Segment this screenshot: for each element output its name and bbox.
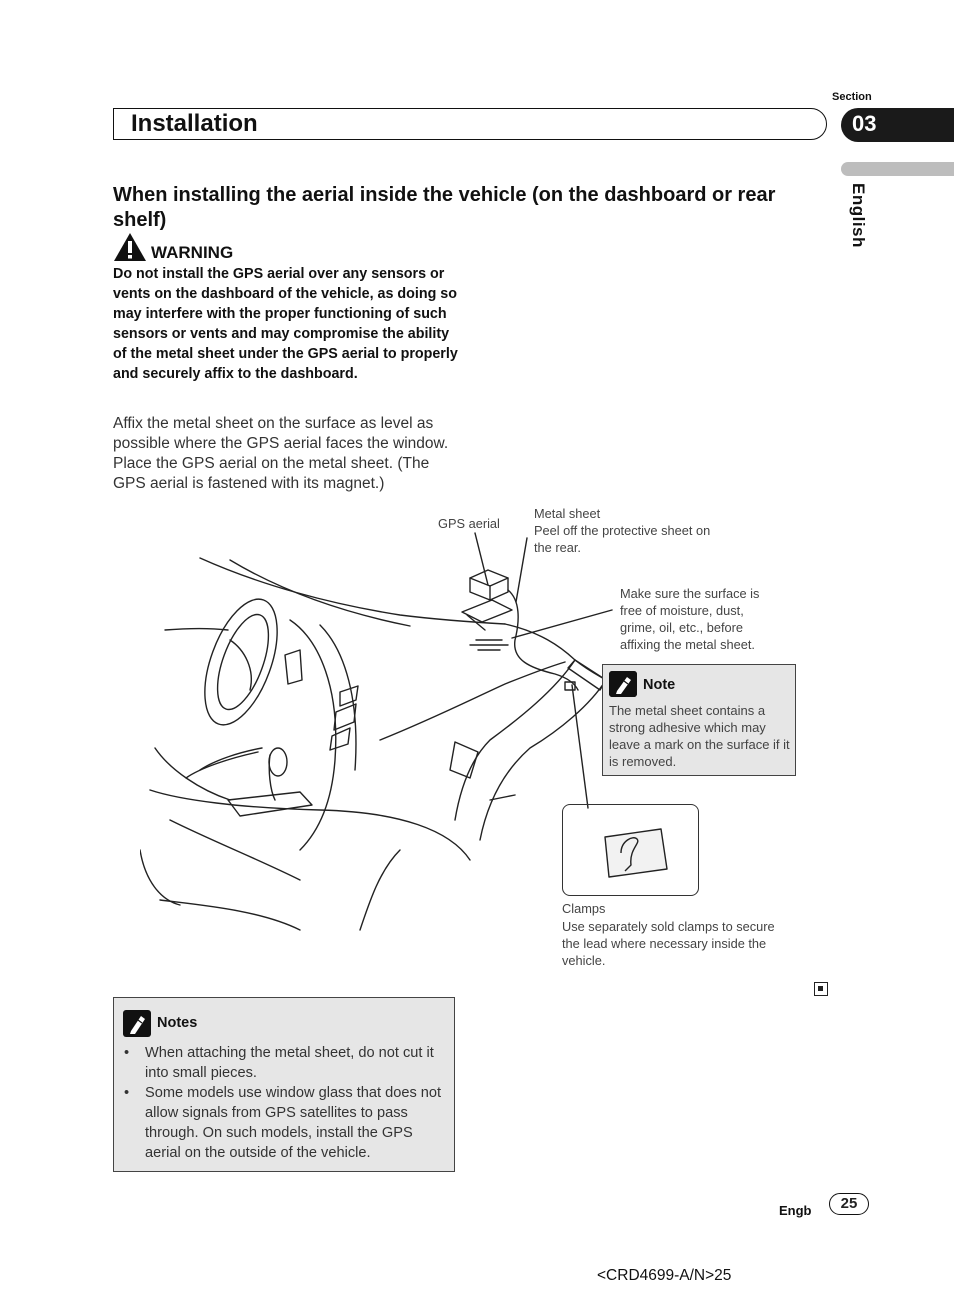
section-end-mark <box>814 982 828 996</box>
note-title: Note <box>643 677 676 693</box>
section-label: Section <box>832 91 872 103</box>
language-code: Engb <box>779 1203 812 1218</box>
note-pencil-icon <box>609 671 637 697</box>
surface-caption: Make sure the surface is free of moisture, dust, grime, oil, etc., before affixing the metal sheet. <box>620 586 760 652</box>
notes-list-item: • When attaching the metal sheet, do not cut it into small pieces. <box>122 1043 447 1083</box>
section-number: 03 <box>852 111 877 136</box>
note-text: The metal sheet contains a strong adhesive which may leave a mark on the surface if it is removed. <box>609 703 790 769</box>
note-box <box>602 664 796 776</box>
notes-list <box>122 1043 447 1163</box>
metal-sheet-caption: Metal sheet <box>534 506 601 521</box>
clamp-callout <box>562 804 699 896</box>
language-label: English <box>849 183 868 248</box>
warning-label: WARNING <box>151 243 234 262</box>
section-heading: When installing the aerial inside the vehicle (on the dashboard or rear shelf) <box>113 184 776 231</box>
page-number: 25 <box>829 1193 869 1215</box>
language-tab <box>841 162 954 176</box>
gps-aerial-caption: GPS aerial <box>438 516 500 531</box>
page-title: Installation <box>131 110 258 137</box>
document-code: <CRD4699-A/N>25 <box>597 1267 732 1284</box>
clamp-icon <box>563 805 700 897</box>
notes-pencil-icon <box>123 1010 151 1037</box>
notes-list-item: • Some models use window glass that does not allow signals from GPS satellites to pass through. On such models, install the GPS aerial on the outside of the vehicle. <box>122 1083 447 1163</box>
clamps-description: Use separately sold clamps to secure the lead where necessary inside the vehicle. <box>562 919 775 968</box>
warning-text: Do not install the GPS aerial over any sensors or vents on the dashboard of the vehicle, as doing so may interfere with the proper functioning of such sensors or vents and may compromise the ability of the metal sheet under the GPS aerial to properly and securely affix to the dashboard. <box>113 266 458 382</box>
metal-sheet-description: Peel off the protective sheet on the rear. <box>534 523 711 555</box>
notes-title: Notes <box>157 1015 198 1031</box>
warning-icon <box>113 232 147 262</box>
instruction-text: Affix the metal sheet on the surface as level as possible where the GPS aerial faces the window. Place the GPS aerial on the metal sheet. (The GPS aerial is fastened with its magnet.) <box>113 415 449 492</box>
clamps-caption: Clamps <box>562 901 606 916</box>
